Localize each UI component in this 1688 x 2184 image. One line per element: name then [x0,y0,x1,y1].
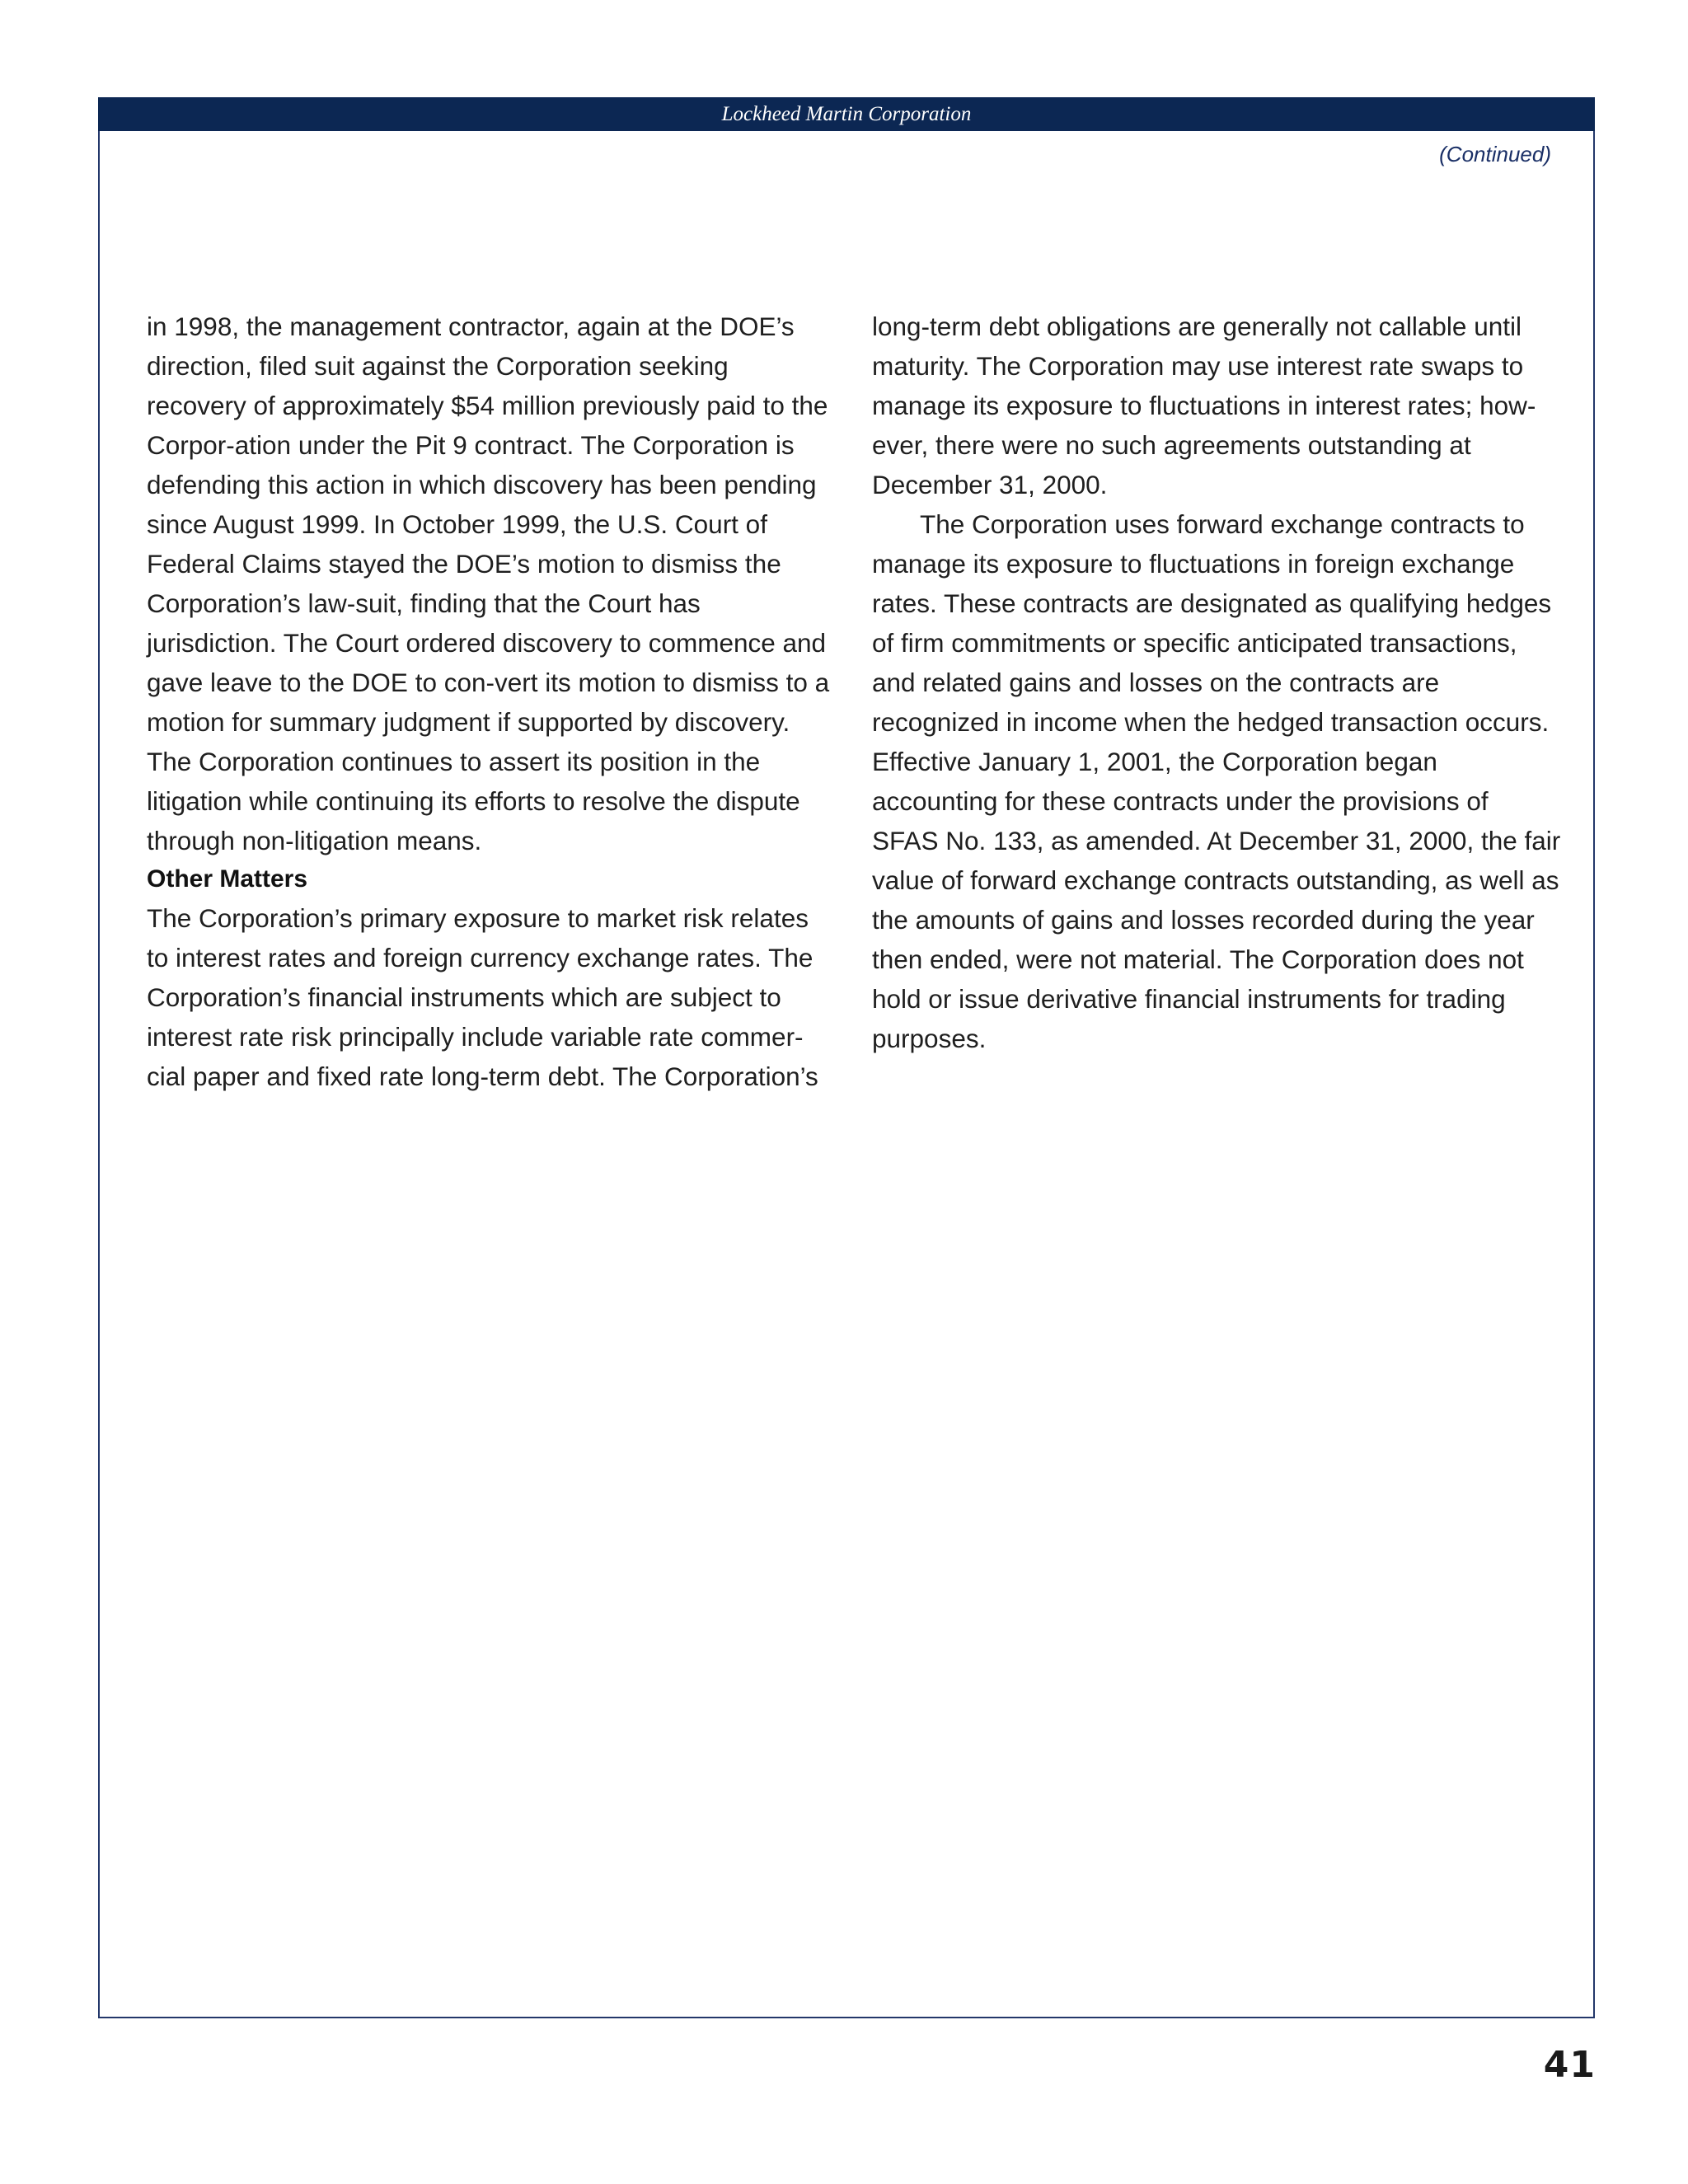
continued-label: (Continued) [1439,142,1551,166]
running-header-title: Lockheed Martin Corporation [721,103,972,125]
page-number: 41 [1543,2044,1596,2086]
left-paragraph-1: in 1998, the management contractor, again at the DOE’s direction, filed suit against the Corporation seeking recovery of approximately $54 million previously paid to the Corpor-ation under the Pit 9 contract. The Corporation is defending this action in which discovery has been pending since August 1999. In October 1999, the U.S. Court of Federal Claims stayed the DOE’s motion to dismiss the Corporation’s law-suit, finding that the Court has jurisdiction. The Court ordered discovery to commence and gave leave to the DOE to con-vert its motion to dismiss to a motion for summary judgment if supported by discovery. The Corporation continues to assert its position in the litigation while continuing its efforts to resolve the dispute through non-litigation means. [147,312,830,855]
left-column [147,307,831,1096]
section-heading-other-matters: Other Matters [147,865,308,893]
right-paragraph-2: The Corporation uses forward exchange contracts to manage its exposure to fluctuations in foreign exchange rates. These contracts are designated as qualifying hedges of firm commitments or specific anticipated transactions, and related gains and losses on the contracts are recognized in income when the hedged transaction occurs. Effective January 1, 2001, the Corporation began accounting for these contracts under the provisions of SFAS No. 133, as amended. At December 31, 2000, the fair value of forward exchange contracts outstanding, as well as the amounts of gains and losses recorded during the year then ended, were not material. The Corporation does not hold or issue derivative financial instruments for trading purposes. [872,509,1561,1053]
left-paragraph-2: The Corporation’s primary exposure to market risk relates to interest rates and foreign currency exchange rates. The Corporation’s financial instruments which are subject to interest rate risk principally include variable rate commer-cial paper and fixed rate long-term debt. The Corporation’s [147,903,818,1091]
right-paragraph-1: long-term debt obligations are generally not callable until maturity. The Corporation may use interest rate swaps to manage its exposure to fluctuations in interest rates; how-ever, there were no such agreements outstanding at December 31, 2000. [872,312,1536,499]
right-column [872,307,1561,1058]
running-header [98,97,1595,131]
